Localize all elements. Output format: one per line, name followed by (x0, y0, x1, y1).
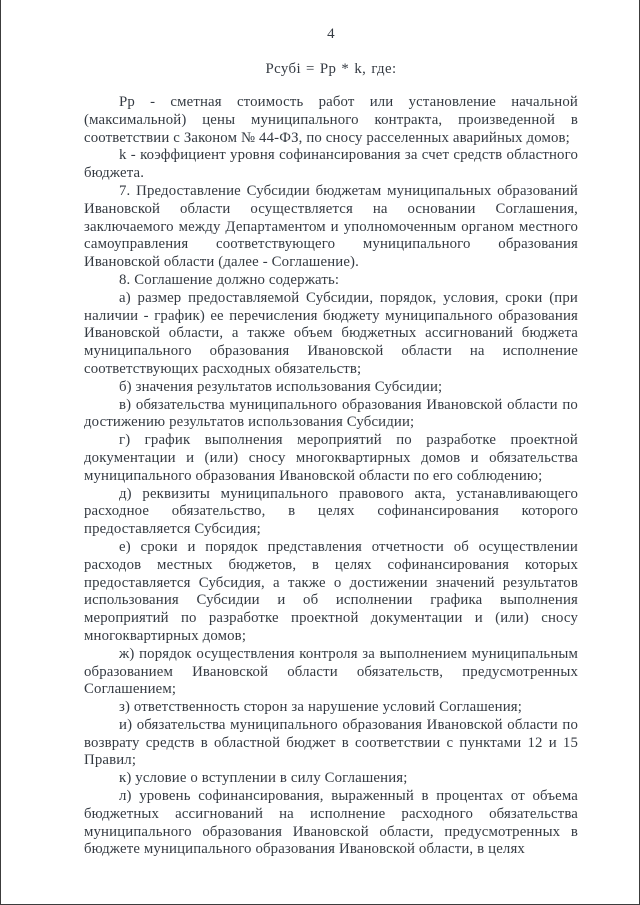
paragraph: в) обязательства муниципального образования Ивановской области по достижению результатов использования Субсидии; (84, 396, 578, 431)
paragraph: д) реквизиты муниципального правового акта, устанавливающего расходное обязательство, в целях софинансирования которого предоставляется Субсидия; (84, 485, 578, 538)
paragraph: ж) порядок осуществления контроля за выполнением муниципальным образованием Ивановской области обязательств, предусмотренных Соглашением; (84, 645, 578, 698)
page-number: 4 (327, 26, 335, 42)
paragraph: и) обязательства муниципального образования Ивановской области по возврату средств в областной бюджет в соответствии с пунктами 12 и 15 Правил; (84, 716, 578, 769)
scan-edge-left (0, 0, 1, 905)
document-body (84, 94, 578, 859)
formula-line: Рсубi = Рр * k, где: (265, 61, 397, 77)
paragraph: k - коэффициент уровня софинансирования за счет средств областного бюджета. (84, 147, 578, 182)
paragraph: л) уровень софинансирования, выраженный в процентах от объема бюджетных ассигнований на исполнение расходного обязательства муниципального образования Ивановской области, предусмотренных в бюджете муниципального образования Ивановской области, в целях (84, 788, 578, 858)
paragraph: г) график выполнения мероприятий по разработке проектной документации и (или) сносу многоквартирных домов и обязательства муниципального образования Ивановской области по его соблюдению; (84, 432, 578, 484)
paragraph: б) значения результатов использования Субсидии; (119, 378, 443, 395)
paragraph: 8. Соглашение должно содержать: (119, 271, 340, 288)
paragraph: к) условие о вступлении в силу Соглашения; (119, 770, 408, 787)
paragraph: з) ответственность сторон за нарушение условий Соглашения; (119, 699, 522, 716)
paragraph: е) сроки и порядок представления отчетности об осуществлении расходов местных бюджетов, в целях софинансирования которых предоставляется Субсидия, а также о достижении значений результатов использования Субсидии и об исполнении графика выполнения мероприятий по разработке проектной документации и (или) сносу многоквартирных домов; (84, 538, 578, 644)
paragraph: а) размер предоставляемой Субсидии, порядок, условия, сроки (при наличии - график) ее перечисления бюджету муниципального образования Ивановской области, а также объем бюджетных ассигнований бюджета муниципального образования Ивановской области на исполнение соответствующих расходных обязательств; (84, 289, 578, 377)
paragraph: 7. Предоставление Субсидии бюджетам муниципальных образований Ивановской области осуществляется на основании Соглашения, заключаемого между Департаментом и уполномоченным органом местного самоуправления соответствующего муниципального образования Ивановской области (далее - Соглашение). (84, 182, 578, 271)
paragraph: Рр - сметная стоимость работ или установление начальной (максимальной) цены муниципального контракта, произведенной в соответствии с Законом № 44-ФЗ, по сносу расселенных аварийных домов; (84, 94, 578, 146)
